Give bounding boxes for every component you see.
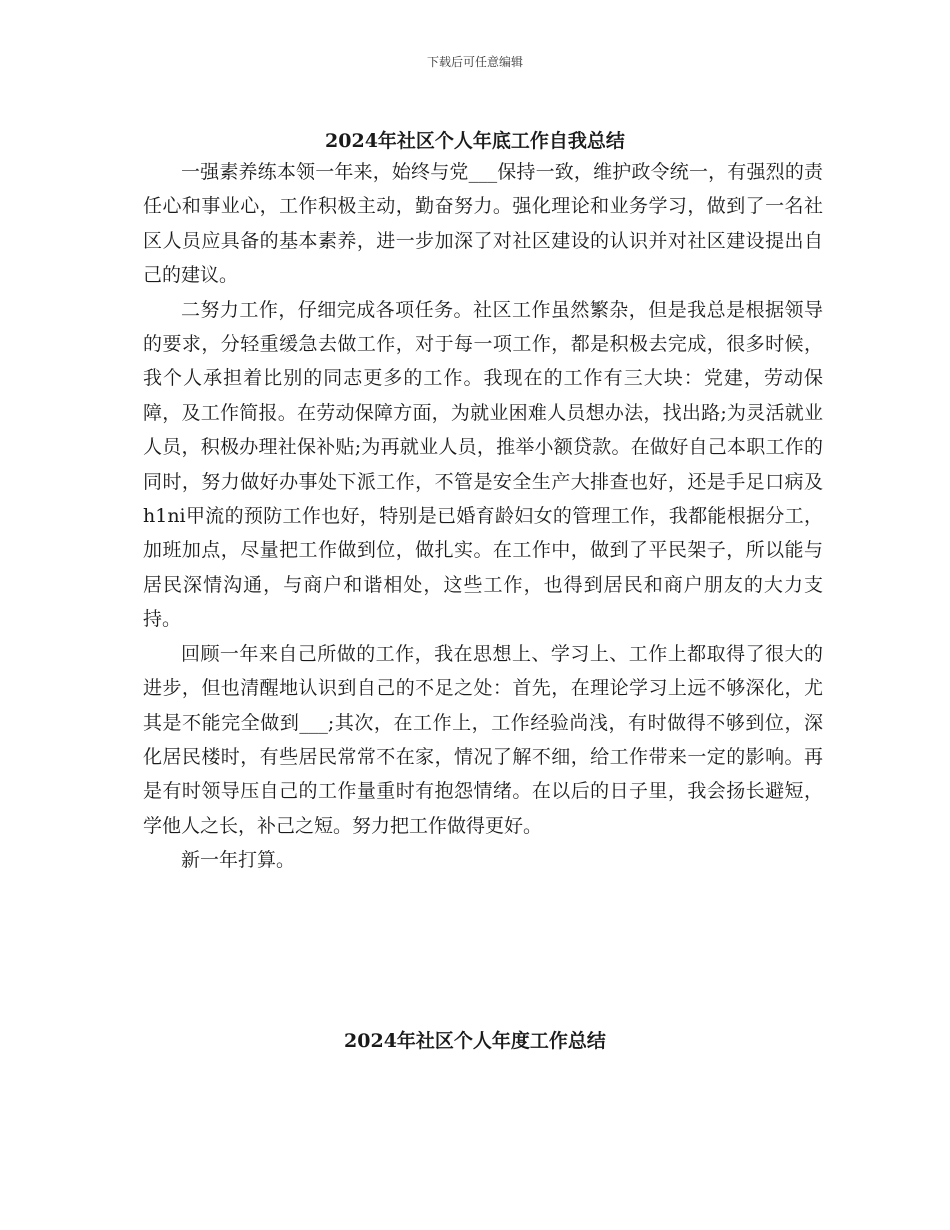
paragraph-3: 回顾一年来自己所做的工作，我在思想上、学习上、工作上都取得了很大的进步，但也清醒地认识到自己的不足之处：首先，在理论学习上远不够深化，尤其是不能完全做到___;其次，在工作上，工作经验尚浅，有时做得不够到位，深化居民楼时，有些居民常常不在家，情况了解不细，给工作带来一定的影响。再是有时领导压自己的工作量重时有抱怨情绪。在以后的日子里，我会扬长避短，学他人之长，补己之短。努力把工作做得更好。 bbox=[143, 642, 823, 837]
document-body bbox=[143, 155, 823, 878]
paragraph-4: 新一年打算。 bbox=[181, 849, 296, 872]
header-note: 下载后可任意编辑 bbox=[426, 55, 523, 69]
document-title: 2024年社区个人年底工作自我总结 bbox=[325, 130, 625, 152]
paragraph-1: 一强素养练本领一年来，始终与党___保持一致，维护政令统一，有强烈的责任心和事业心，工作积极主动，勤奋努力。强化理论和业务学习，做到了一名社区人员应具备的基本素养，进一步加深了对社区建设的认识并对社区建设提出自己的建议。 bbox=[143, 161, 823, 287]
paragraph-2: 二努力工作，仔细完成各项任务。社区工作虽然繁杂，但是我总是根据领导的要求，分轻重缓急去做工作，对于每一项工作，都是积极去完成，很多时候，我个人承担着比别的同志更多的工作。我现在的工作有三大块：党建，劳动保障，及工作简报。在劳动保障方面，为就业困难人员想办法，找出路;为灵活就业人员，积极办理社保补贴;为再就业人员，推举小额贷款。在做好自己本职工作的同时，努力做好办事处下派工作，不管是安全生产大排查也好，还是手足口病及h1ni甲流的预防工作也好，特别是已婚育龄妇女的管理工作，我都能根据分工，加班加点，尽量把工作做到位，做扎实。在工作中，做到了平民架子，所以能与居民深情沟通，与商户和谐相处，这些工作，也得到居民和商户朋友的大力支持。 bbox=[143, 298, 823, 631]
next-section-title: 2024年社区个人年度工作总结 bbox=[344, 1030, 606, 1052]
